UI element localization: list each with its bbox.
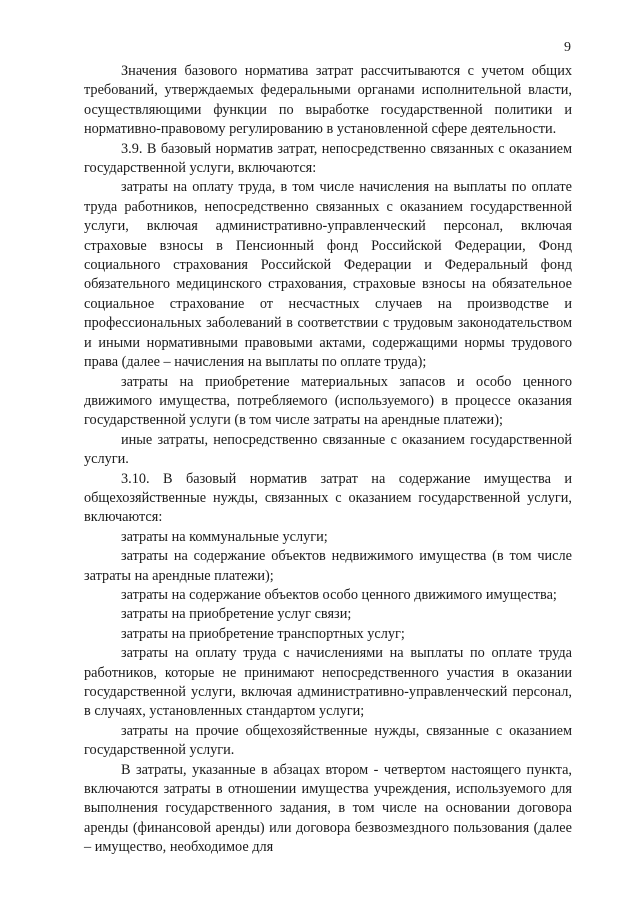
paragraph-3-10-heading: 3.10. В базовый норматив затрат на содержание имущества и общехозяйственные нужды, связанных с оказанием государственной услуги, включаются: [84, 470, 572, 526]
paragraph-real-estate-costs: затраты на содержание объектов недвижимого имущества (в том числе затраты на арендные платежи); [84, 548, 572, 584]
document-body [84, 62, 572, 856]
paragraph-3-9-heading: 3.9. В базовый норматив затрат, непосредственно связанных с оказанием государственной услуги, включаются: [84, 140, 572, 177]
paragraph-other-costs: иные затраты, непосредственно связанные с оказанием государственной услуги. [84, 431, 572, 468]
paragraph-base-norm-values: Значения базового норматива затрат рассчитываются с учетом общих требований, утверждаемых федеральными органами исполнительной власти, осуществляющими функции по выработке государственной политики и нормативно-правовому регулированию в установленной сфере деятельности. [84, 63, 572, 138]
paragraph-movable-property-costs: затраты на содержание объектов особо ценного движимого имущества; [121, 586, 557, 603]
paragraph-labor-costs: затраты на оплату труда, в том числе начисления на выплаты по оплате труда работников, непосредственно связанных с оказанием государственной услуги, включая административно-управленческий персонал, включая страховые взносы в Пенсионный фонд Российской Федерации, Фонд социального страхования Российской Федерации и Федеральный фонд обязательного медицинского страхования, страховые взносы на обязательное социальное страхование от несчастных случаев на производстве и профессиональных заболеваний в соответствии с трудовым законодательством и иными нормативными правовыми актами, содержащими нормы трудового права (далее – начисления на выплаты по оплате труда); [84, 179, 572, 371]
paragraph-transport-costs: затраты на приобретение транспортных услуг; [121, 625, 405, 642]
paragraph-general-needs-costs: затраты на прочие общехозяйственные нужды, связанные с оказанием государственной услуги. [84, 722, 572, 759]
paragraph-utility-costs: затраты на коммунальные услуги; [121, 528, 328, 545]
paragraph-indirect-labor-costs: затраты на оплату труда с начислениями на выплаты по оплате труда работников, которые не принимают непосредственного участия в оказании государственной услуги, включая административно-управленческий персонал, в случаях, установленных стандартом услуги; [84, 645, 572, 720]
paragraph-material-costs: затраты на приобретение материальных запасов и особо ценного движимого имущества, потребляемого (используемого) в процессе оказания государственной услуги (в том числе затраты на арендные платежи); [84, 373, 572, 429]
page-number: 9 [564, 40, 571, 55]
paragraph-communication-costs: затраты на приобретение услуг связи; [121, 606, 352, 623]
paragraph-property-costs: В затраты, указанные в абзацах втором - четвертом настоящего пункта, включаются затраты в отношении имущества учреждения, используемого для выполнения государственного задания, в том числе на основании договора аренды (финансовой аренды) или договора безвозмездного пользования (далее – имущество, необходимое для [84, 761, 572, 856]
